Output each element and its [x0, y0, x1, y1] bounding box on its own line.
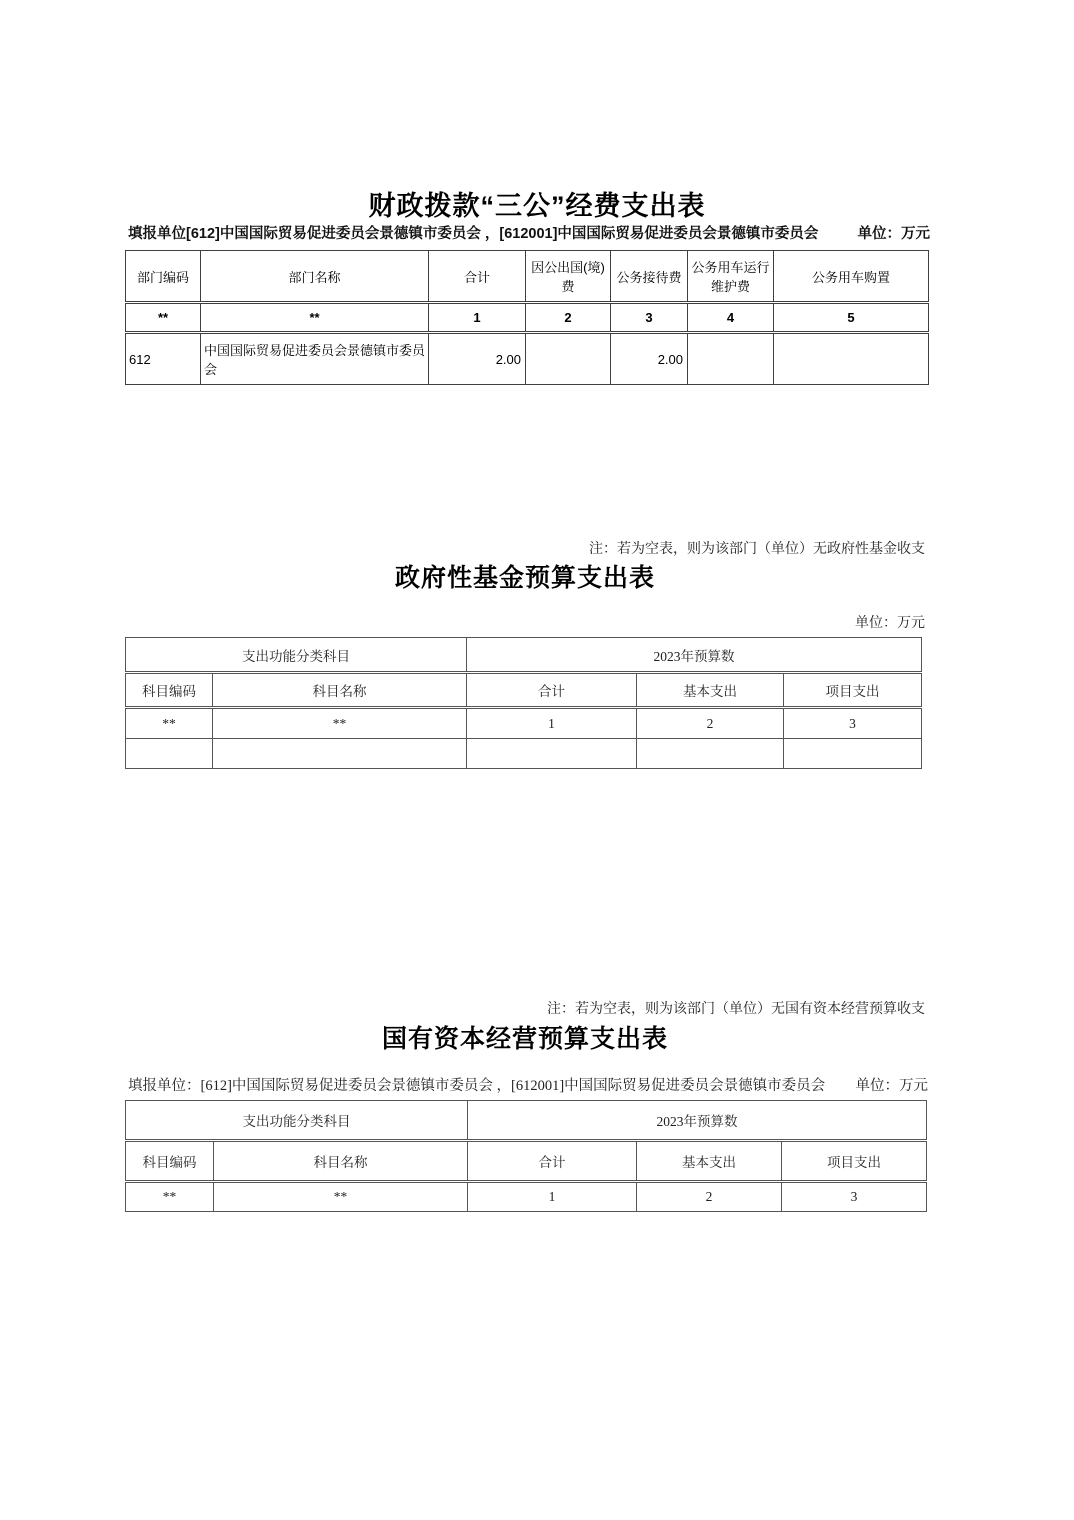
index-cell: 3: [784, 708, 922, 739]
group-header-row: [126, 1101, 927, 1141]
group-header-row: [126, 638, 922, 673]
unit-label: 单位：万元: [857, 226, 930, 242]
header-subject-name: 科目名称: [214, 1141, 468, 1182]
filing-unit-text: 填报单位[612]中国国际贸易促进委员会景德镇市委员会 ，[612001]中国国际贸易促进委员会景德镇市委员会: [128, 226, 819, 242]
empty-cell: [126, 739, 213, 769]
empty-cell: [637, 739, 784, 769]
vehicle-maintenance-cell: [688, 333, 774, 385]
reception-fee-cell: 2.00: [611, 333, 688, 385]
header-function-classification: 支出功能分类科目: [126, 638, 467, 673]
header-project-expense: 项目支出: [782, 1141, 927, 1182]
index-cell: 2: [637, 1182, 782, 1212]
column-index-row: [126, 303, 929, 333]
table-row: [126, 333, 929, 385]
table-header-row: [126, 1141, 927, 1182]
index-cell: **: [213, 708, 467, 739]
header-abroad-fee: 因公出国(境)费: [526, 251, 611, 303]
index-cell: 2: [637, 708, 784, 739]
gov-fund-budget-table: [125, 637, 922, 769]
state-capital-budget-table: [125, 1100, 927, 1212]
header-subject-code: 科目编码: [126, 673, 213, 708]
state-capital-empty-note: 注：若为空表，则为该部门（单位）无国有资本经营预算收支: [547, 1002, 925, 1017]
index-cell: 4: [688, 303, 774, 333]
header-total: 合计: [429, 251, 526, 303]
empty-data-row: [126, 739, 922, 769]
index-cell: **: [126, 708, 213, 739]
column-index-row: [126, 1182, 927, 1212]
dept-name-cell: 中国国际贸易促进委员会景德镇市委员会: [201, 333, 429, 385]
header-total: 合计: [468, 1141, 637, 1182]
index-cell: **: [126, 303, 201, 333]
vehicle-purchase-cell: [774, 333, 929, 385]
header-function-classification: 支出功能分类科目: [126, 1101, 468, 1141]
index-cell: 3: [611, 303, 688, 333]
unit-label: 单位：万元: [855, 616, 925, 631]
header-dept-name: 部门名称: [201, 251, 429, 303]
header-reception-fee: 公务接待费: [611, 251, 688, 303]
empty-cell: [467, 739, 637, 769]
index-cell: 1: [467, 708, 637, 739]
index-cell: **: [126, 1182, 214, 1212]
filing-unit-text: 填报单位：[612]中国国际贸易促进委员会景德镇市委员会 ，[612001]中国国际贸易促进委员会景德镇市委员会: [128, 1078, 826, 1094]
header-basic-expense: 基本支出: [637, 1141, 782, 1182]
total-cell: 2.00: [429, 333, 526, 385]
unit-label: 单位：万元: [855, 1078, 928, 1094]
header-vehicle-maintenance-fee: 公务用车运行维护费: [688, 251, 774, 303]
header-subject-name: 科目名称: [213, 673, 467, 708]
empty-cell: [213, 739, 467, 769]
table-header-row: [126, 673, 922, 708]
index-cell: 5: [774, 303, 929, 333]
three-public-expense-table: [125, 250, 929, 385]
state-capital-subtitle-row: [128, 1074, 928, 1095]
header-2023-budget: 2023年预算数: [468, 1101, 927, 1141]
three-public-subtitle-row: [128, 222, 930, 243]
header-subject-code: 科目编码: [126, 1141, 214, 1182]
header-total: 合计: [467, 673, 637, 708]
column-index-row: [126, 708, 922, 739]
header-basic-expense: 基本支出: [637, 673, 784, 708]
index-cell: 1: [429, 303, 526, 333]
empty-cell: [784, 739, 922, 769]
header-project-expense: 项目支出: [784, 673, 922, 708]
header-2023-budget: 2023年预算数: [467, 638, 922, 673]
index-cell: 3: [782, 1182, 927, 1212]
abroad-fee-cell: [526, 333, 611, 385]
gov-fund-report-title: 政府性基金预算支出表: [394, 565, 655, 592]
header-vehicle-purchase: 公务用车购置: [774, 251, 929, 303]
header-dept-code: 部门编码: [126, 251, 201, 303]
state-capital-report-title: 国有资本经营预算支出表: [381, 1026, 668, 1053]
index-cell: **: [214, 1182, 468, 1212]
index-cell: 1: [468, 1182, 637, 1212]
three-public-report-title: 财政拨款“三公”经费支出表: [368, 191, 706, 221]
table-header-row: [126, 251, 929, 303]
index-cell: 2: [526, 303, 611, 333]
index-cell: **: [201, 303, 429, 333]
gov-fund-empty-note: 注：若为空表，则为该部门（单位）无政府性基金收支: [589, 542, 925, 557]
dept-code-cell: 612: [126, 333, 201, 385]
